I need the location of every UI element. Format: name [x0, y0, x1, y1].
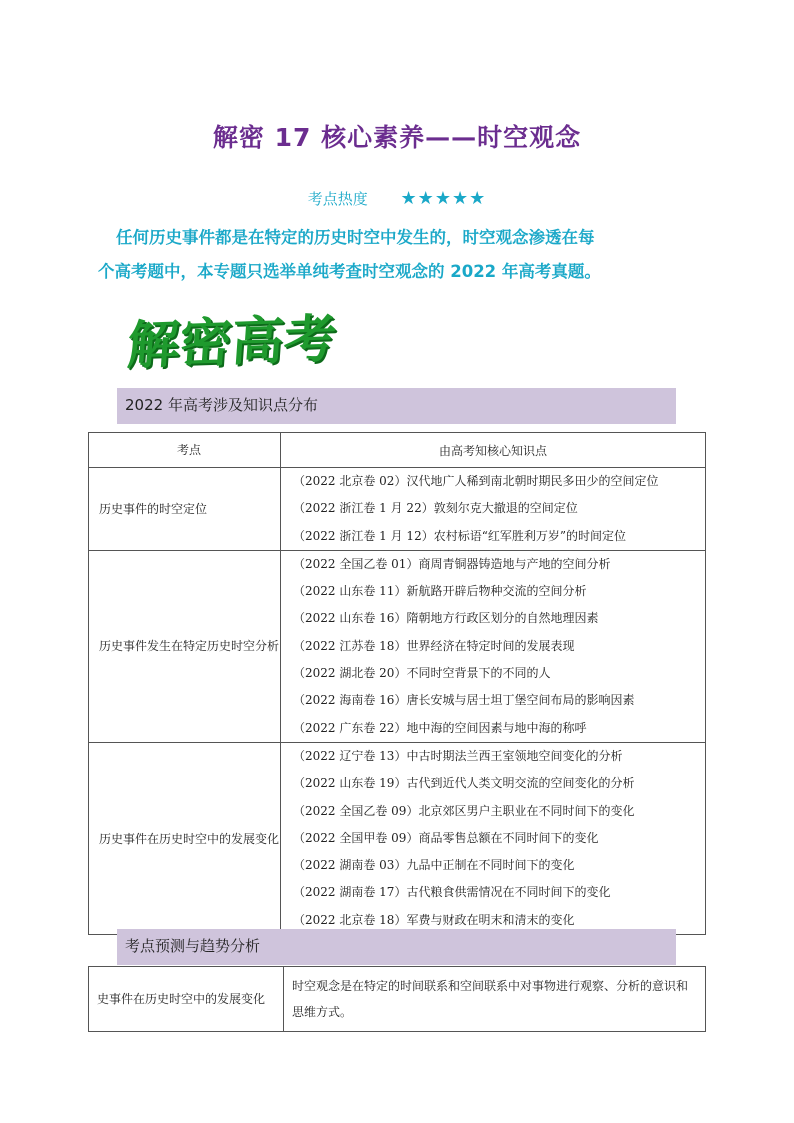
- intro-line-2: 个高考题中，本专题只选举单纯考查时空观念的 2022 年高考真题。: [98, 262, 601, 281]
- row-point: 历史事件发生在特定历史时空分析: [89, 550, 281, 742]
- header-point: 考点: [89, 433, 281, 468]
- list-item: （2022 广东卷 22）地中海的空间因素与地中海的称呼: [293, 720, 587, 735]
- table-row: [89, 742, 706, 934]
- row-items: [281, 468, 706, 551]
- page-title: 解密 17 核心素养——时空观念: [212, 123, 582, 152]
- row-items: [281, 742, 706, 934]
- section-heading-prediction: 考点预测与趋势分析: [117, 929, 676, 965]
- list-item: （2022 山东卷 11）新航路开辟后物种交流的空间分析: [293, 584, 587, 599]
- list-item: （2022 江苏卷 18）世界经济在特定时间的发展表现: [293, 638, 575, 653]
- knowledge-table: [88, 432, 706, 935]
- list-item: （2022 北京卷 18）军费与财政在明末和清末的变化: [293, 912, 575, 927]
- table-header-row: [89, 433, 706, 468]
- banner-logo: 解密高考: [125, 308, 339, 377]
- heat-stars: ★★★★★: [400, 188, 487, 209]
- list-item: （2022 海南卷 16）唐长安城与居士坦丁堡空间布局的影响因素: [293, 693, 635, 708]
- list-item: （2022 全国乙卷 09）北京郊区男户主职业在不同时间下的变化: [293, 803, 635, 818]
- prediction-description: 时空观念是在特定的时间联系和空间联系中对事物进行观察、分析的意识和思维方式。: [284, 967, 706, 1032]
- header-knowledge: 由高考知核心知识点: [281, 433, 706, 468]
- list-item: （2022 浙江卷 1 月 22）敦刻尔克大撤退的空间定位: [293, 501, 578, 516]
- row-items: [281, 550, 706, 742]
- list-item: （2022 湖南卷 03）九品中正制在不同时间下的变化: [293, 858, 575, 873]
- intro-line-1: 任何历史事件都是在特定的历史时空中发生的，时空观念渗透在每: [116, 228, 595, 247]
- row-point: 历史事件在历史时空中的发展变化: [89, 742, 281, 934]
- table-row: [89, 468, 706, 551]
- heat-row: [0, 188, 794, 209]
- table-row: [89, 550, 706, 742]
- list-item: （2022 湖南卷 17）古代粮食供需情况在不同时间下的变化: [293, 885, 611, 900]
- list-item: （2022 山东卷 19）古代到近代人类文明交流的空间变化的分析: [293, 776, 635, 791]
- list-item: （2022 浙江卷 1 月 12）农村标语“红军胜利万岁”的时间定位: [293, 528, 626, 543]
- list-item: （2022 湖北卷 20）不同时空背景下的不同的人: [293, 666, 551, 681]
- row-point: 历史事件的时空定位: [89, 468, 281, 551]
- prediction-table: [88, 966, 706, 1032]
- intro-paragraph: [98, 221, 696, 289]
- list-item: （2022 辽宁卷 13）中古时期法兰西王室领地空间变化的分析: [293, 748, 623, 763]
- list-item: （2022 全国甲卷 09）商品零售总额在不同时间下的变化: [293, 830, 599, 845]
- list-item: （2022 北京卷 02）汉代地广人稀到南北朝时期民多田少的空间定位: [293, 474, 659, 488]
- section-heading-distribution: 2022 年高考涉及知识点分布: [117, 388, 676, 424]
- prediction-point: 史事件在历史时空中的发展变化: [89, 967, 284, 1032]
- list-item: （2022 山东卷 16）隋朝地方行政区划分的自然地理因素: [293, 611, 599, 626]
- list-item: （2022 全国乙卷 01）商周青铜器铸造地与产地的空间分析: [293, 556, 611, 571]
- table-row: [89, 967, 706, 1032]
- heat-label: 考点热度: [307, 190, 368, 208]
